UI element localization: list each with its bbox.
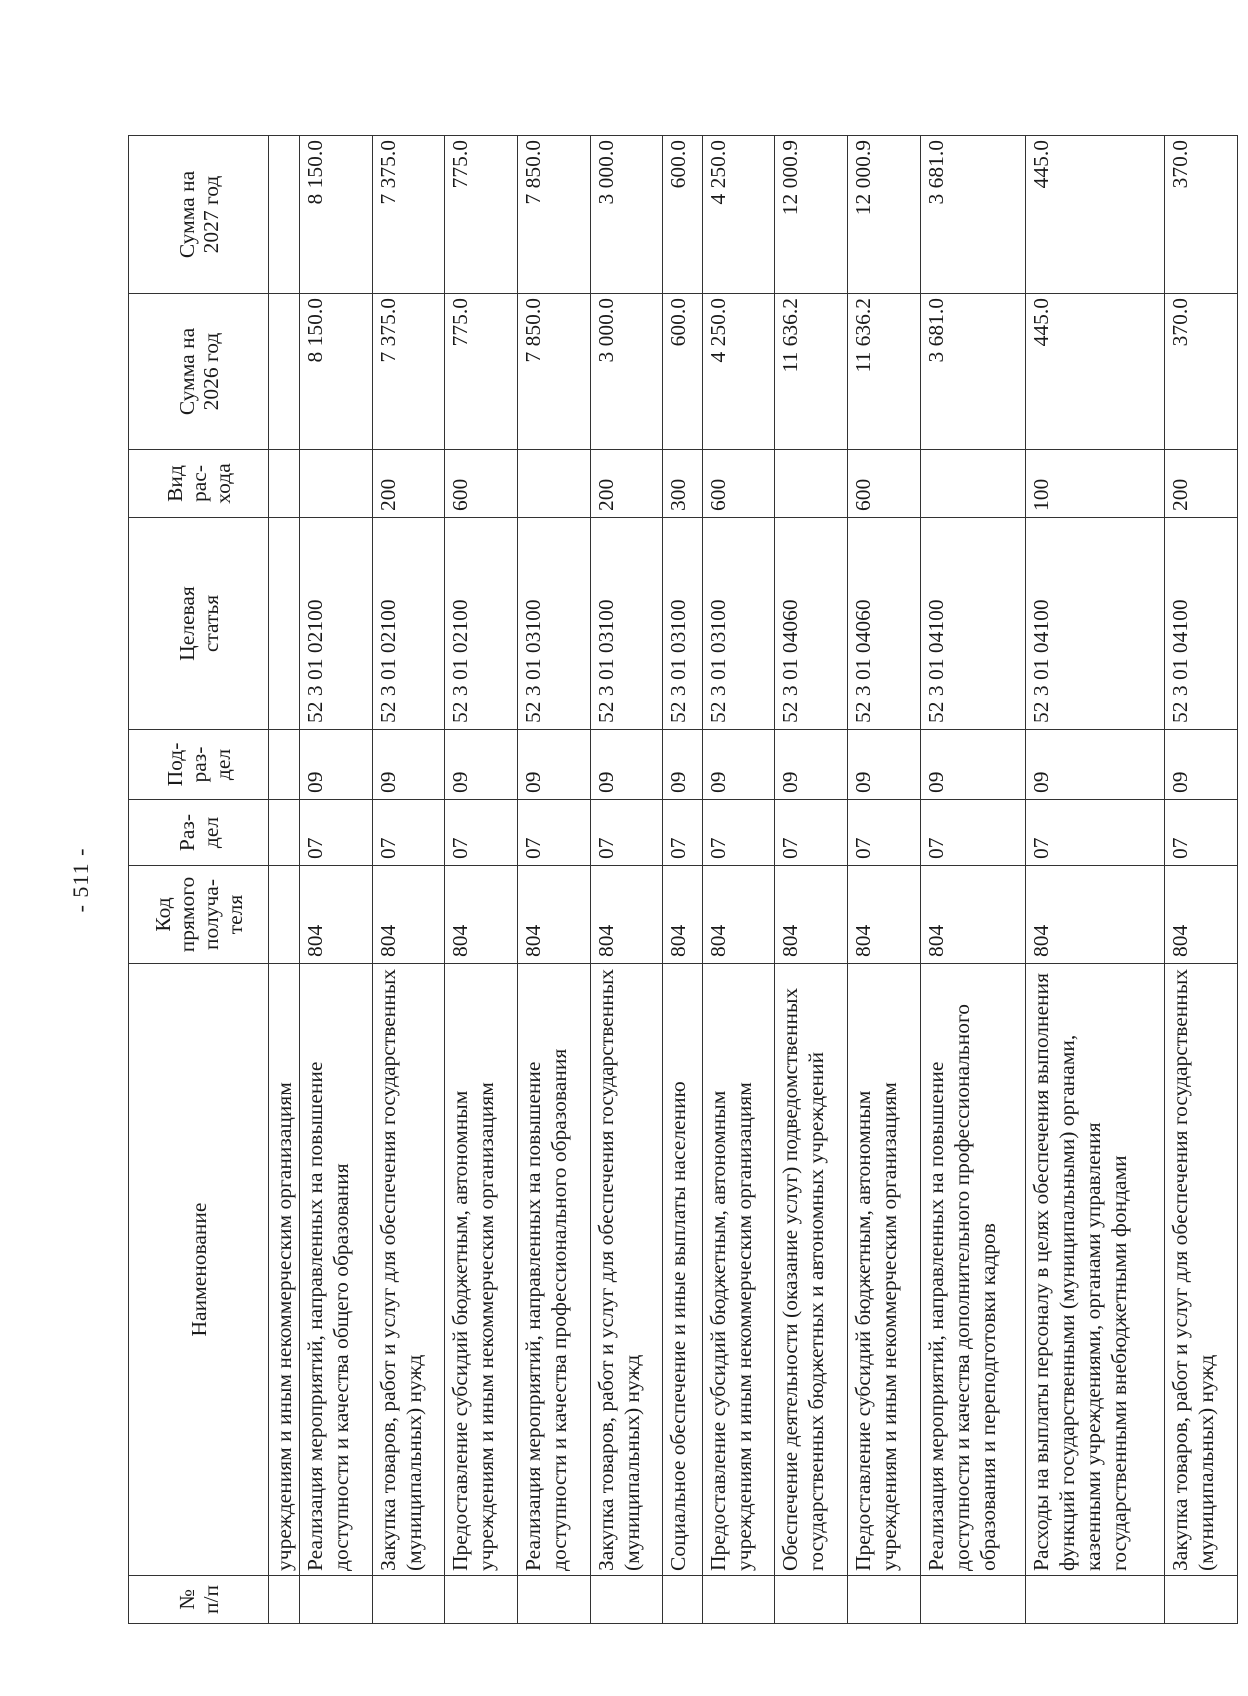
cell-sum-2027: 12 000.9: [775, 136, 848, 294]
cell-name: Предоставление субсидий бюджетным, автономным учреждениям и иным некоммерческим организациям: [445, 964, 518, 1576]
cell-target-article: 52 3 01 04100: [1165, 518, 1238, 730]
cell-name: Расходы на выплаты персоналу в целях обеспечения выполнения функций государственными (муниципальными) органами, казенными учреждениями, органами управления государственными внебюджетными фондами: [1026, 964, 1165, 1576]
header-recipient-code: Код прямого получа- теля: [129, 866, 269, 964]
cell-sum-2027: [269, 136, 300, 294]
cell-section: 07: [1026, 800, 1165, 866]
cell-section: 07: [517, 800, 590, 866]
cell-section: 07: [1165, 800, 1238, 866]
cell-number: [300, 1576, 373, 1624]
cell-section: 07: [920, 800, 1026, 866]
cell-name: Предоставление субсидий бюджетным, автономным учреждениям и иным некоммерческим организациям: [847, 964, 920, 1576]
cell-target-article: 52 3 01 02100: [445, 518, 518, 730]
cell-expense-type: 600: [702, 450, 775, 518]
cell-sum-2027: 3 000.0: [590, 136, 663, 294]
cell-section: 07: [445, 800, 518, 866]
cell-number: [372, 1576, 445, 1624]
table-header-row: [129, 136, 269, 1624]
cell-name: Обеспечение деятельности (оказание услуг) подведомственных государственных бюджетных и автономных учреждений: [775, 964, 848, 1576]
cell-expense-type: [300, 450, 373, 518]
header-target-article: Целевая статья: [129, 518, 269, 730]
cell-sum-2027: 12 000.9: [847, 136, 920, 294]
cell-subsection: 09: [1026, 730, 1165, 800]
rotated-document-sheet: [58, 126, 1248, 1634]
cell-recipient-code: 804: [847, 866, 920, 964]
cell-name: Социальное обеспечение и иные выплаты населению: [663, 964, 703, 1576]
cell-target-article: 52 3 01 04100: [920, 518, 1026, 730]
cell-sum-2026: 600.0: [663, 294, 703, 450]
cell-number: [517, 1576, 590, 1624]
cell-recipient-code: 804: [702, 866, 775, 964]
cell-sum-2027: 370.0: [1165, 136, 1238, 294]
cell-subsection: 09: [663, 730, 703, 800]
cell-target-article: 52 3 01 03100: [590, 518, 663, 730]
cell-subsection: 09: [445, 730, 518, 800]
table-row: [445, 136, 518, 1624]
cell-target-article: [269, 518, 300, 730]
cell-section: [269, 800, 300, 866]
header-number: № п/п: [129, 1576, 269, 1624]
cell-subsection: [269, 730, 300, 800]
header-expense-type: Вид рас- хода: [129, 450, 269, 518]
table-row: [663, 136, 703, 1624]
cell-subsection: 09: [920, 730, 1026, 800]
cell-target-article: 52 3 01 03100: [517, 518, 590, 730]
cell-sum-2026: 7 375.0: [372, 294, 445, 450]
cell-sum-2027: 4 250.0: [702, 136, 775, 294]
cell-recipient-code: [269, 866, 300, 964]
cell-subsection: 09: [300, 730, 373, 800]
cell-name: Реализация мероприятий, направленных на повышение доступности и качества общего образования: [300, 964, 373, 1576]
table-row: [1165, 136, 1238, 1624]
cell-sum-2026: 3 681.0: [920, 294, 1026, 450]
cell-number: [920, 1576, 1026, 1624]
cell-number: [702, 1576, 775, 1624]
cell-expense-type: 300: [663, 450, 703, 518]
cell-target-article: 52 3 01 04060: [775, 518, 848, 730]
cell-section: 07: [775, 800, 848, 866]
cell-expense-type: 600: [445, 450, 518, 518]
table-row: [920, 136, 1026, 1624]
cell-sum-2026: 8 150.0: [300, 294, 373, 450]
cell-target-article: 52 3 01 04060: [847, 518, 920, 730]
cell-section: 07: [372, 800, 445, 866]
cell-section: 07: [300, 800, 373, 866]
cell-expense-type: 200: [590, 450, 663, 518]
table-row: [517, 136, 590, 1624]
cell-subsection: 09: [372, 730, 445, 800]
cell-name: Закупка товаров, работ и услуг для обеспечения государственных (муниципальных) нужд: [372, 964, 445, 1576]
cell-recipient-code: 804: [372, 866, 445, 964]
cell-recipient-code: 804: [920, 866, 1026, 964]
table-body: [269, 136, 1238, 1624]
cell-name: Реализация мероприятий, направленных на повышение доступности и качества дополнительного профессионального образования и переподготовки кадров: [920, 964, 1026, 1576]
cell-subsection: 09: [517, 730, 590, 800]
cell-name: Закупка товаров, работ и услуг для обеспечения государственных (муниципальных) нужд: [1165, 964, 1238, 1576]
budget-table: [128, 135, 1238, 1624]
cell-subsection: 09: [847, 730, 920, 800]
cell-number: [775, 1576, 848, 1624]
cell-recipient-code: 804: [445, 866, 518, 964]
table-row: [1026, 136, 1165, 1624]
cell-sum-2026: 370.0: [1165, 294, 1238, 450]
cell-expense-type: 600: [847, 450, 920, 518]
table-row: [590, 136, 663, 1624]
table-row: [372, 136, 445, 1624]
cell-section: 07: [847, 800, 920, 866]
cell-target-article: 52 3 01 03100: [663, 518, 703, 730]
cell-section: 07: [702, 800, 775, 866]
cell-recipient-code: 804: [300, 866, 373, 964]
header-section: Раз- дел: [129, 800, 269, 866]
cell-expense-type: [269, 450, 300, 518]
cell-recipient-code: 804: [517, 866, 590, 964]
cell-name: Закупка товаров, работ и услуг для обеспечения государственных (муниципальных) нужд: [590, 964, 663, 1576]
cell-number: [1165, 1576, 1238, 1624]
cell-expense-type: [775, 450, 848, 518]
cell-expense-type: 200: [372, 450, 445, 518]
cell-number: [847, 1576, 920, 1624]
cell-name: Реализация мероприятий, направленных на повышение доступности и качества профессионального образования: [517, 964, 590, 1576]
cell-section: 07: [590, 800, 663, 866]
cell-target-article: 52 3 01 04100: [1026, 518, 1165, 730]
cell-sum-2027: 8 150.0: [300, 136, 373, 294]
cell-sum-2026: [269, 294, 300, 450]
cell-name: учреждениям и иным некоммерческим организациям: [269, 964, 300, 1576]
header-sum-2027: Сумма на 2027 год: [129, 136, 269, 294]
cell-target-article: 52 3 01 02100: [372, 518, 445, 730]
cell-sum-2026: 7 850.0: [517, 294, 590, 450]
table-row: [847, 136, 920, 1624]
cell-recipient-code: 804: [1165, 866, 1238, 964]
cell-sum-2027: 7 375.0: [372, 136, 445, 294]
cell-number: [269, 1576, 300, 1624]
header-name: Наименование: [129, 964, 269, 1576]
cell-target-article: 52 3 01 02100: [300, 518, 373, 730]
cell-recipient-code: 804: [663, 866, 703, 964]
cell-sum-2027: 775.0: [445, 136, 518, 294]
cell-recipient-code: 804: [1026, 866, 1165, 964]
cell-recipient-code: 804: [590, 866, 663, 964]
table-row: [775, 136, 848, 1624]
cell-number: [590, 1576, 663, 1624]
cell-name: Предоставление субсидий бюджетным, автономным учреждениям и иным некоммерческим организациям: [702, 964, 775, 1576]
cell-expense-type: 100: [1026, 450, 1165, 518]
cell-section: 07: [663, 800, 703, 866]
cell-sum-2026: 3 000.0: [590, 294, 663, 450]
header-subsection: Под- раз- дел: [129, 730, 269, 800]
cell-sum-2026: 4 250.0: [702, 294, 775, 450]
cell-target-article: 52 3 01 03100: [702, 518, 775, 730]
cell-subsection: 09: [702, 730, 775, 800]
cell-number: [445, 1576, 518, 1624]
cell-sum-2027: 3 681.0: [920, 136, 1026, 294]
cell-subsection: 09: [590, 730, 663, 800]
cell-expense-type: [920, 450, 1026, 518]
cell-sum-2027: 7 850.0: [517, 136, 590, 294]
cell-expense-type: [517, 450, 590, 518]
page-number: - 511 -: [68, 847, 93, 913]
cell-subsection: 09: [1165, 730, 1238, 800]
table-row: [702, 136, 775, 1624]
cell-number: [663, 1576, 703, 1624]
cell-sum-2027: 445.0: [1026, 136, 1165, 294]
cell-sum-2026: 11 636.2: [775, 294, 848, 450]
header-sum-2026: Сумма на 2026 год: [129, 294, 269, 450]
cell-sum-2026: 445.0: [1026, 294, 1165, 450]
cell-sum-2026: 11 636.2: [847, 294, 920, 450]
cell-recipient-code: 804: [775, 866, 848, 964]
cell-expense-type: 200: [1165, 450, 1238, 518]
table-row: [300, 136, 373, 1624]
cell-subsection: 09: [775, 730, 848, 800]
table-row: [269, 136, 300, 1624]
cell-sum-2027: 600.0: [663, 136, 703, 294]
cell-sum-2026: 775.0: [445, 294, 518, 450]
cell-number: [1026, 1576, 1165, 1624]
